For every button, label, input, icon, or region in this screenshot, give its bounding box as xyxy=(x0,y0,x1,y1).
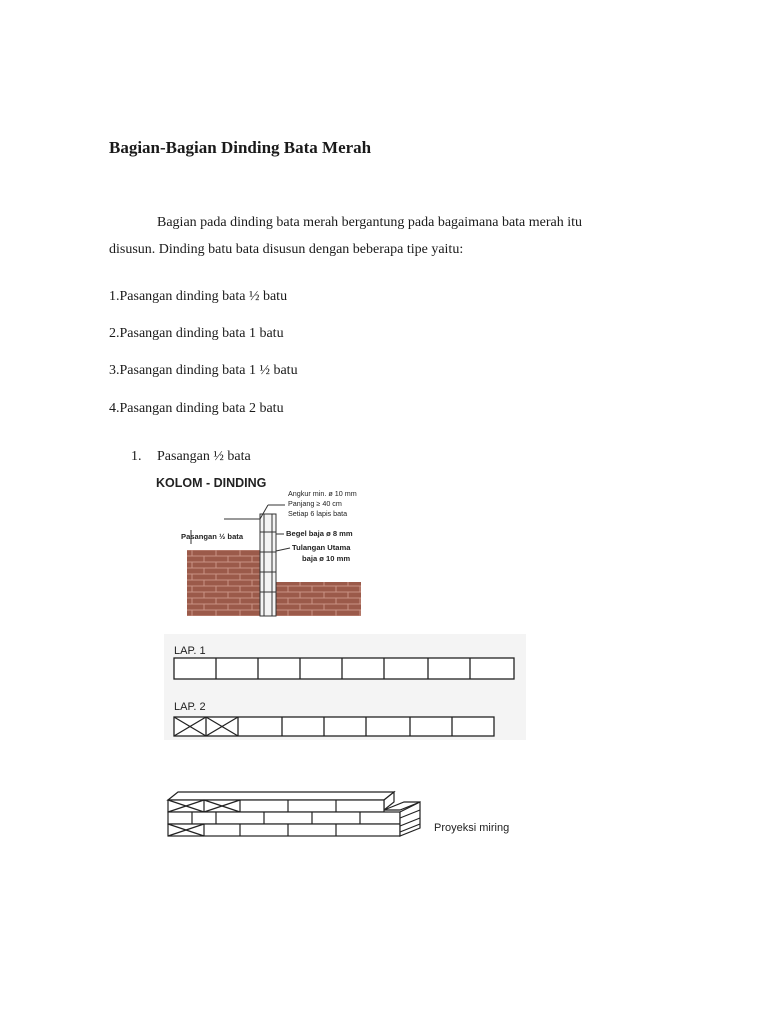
lap2-label: LAP. 2 xyxy=(174,701,206,713)
lap2-bricks xyxy=(174,717,494,736)
page-title: Bagian-Bagian Dinding Bata Merah xyxy=(109,138,372,157)
list-item-4: 4.Pasangan dinding bata 2 batu xyxy=(109,401,284,416)
list-item-1: 1.Pasangan dinding bata ½ batu xyxy=(109,289,288,304)
paragraph-line-2: disusun. Dinding batu bata disusun dengan beberapa tipe yaitu: xyxy=(109,242,464,257)
proyeksi-label: Proyeksi miring xyxy=(434,822,510,834)
lap1-bricks xyxy=(174,658,514,679)
stirrup-label: Begel baja ø 8 mm xyxy=(286,529,353,538)
figure-lap-layers xyxy=(164,634,526,740)
figure-kolom-dinding xyxy=(150,472,400,622)
rebar-label-2: baja ø 10 mm xyxy=(302,554,351,563)
brick-wall-right xyxy=(271,582,361,616)
subheading-pasangan-half xyxy=(131,449,251,465)
rebar-label-1: Tulangan Utama xyxy=(292,543,351,552)
kolom-title: KOLOM - DINDING xyxy=(156,476,267,490)
figure-proyeksi-miring xyxy=(164,786,526,848)
brick-wall-left xyxy=(187,550,263,616)
half-brick-label: Pasangan ½ bata xyxy=(181,532,244,541)
lap1-label: LAP. 1 xyxy=(174,645,206,657)
intro-paragraph xyxy=(109,209,669,263)
paragraph-line-1: Bagian pada dinding bata merah bergantung pada bagaimana bata merah itu xyxy=(157,215,583,230)
subheading-text: Pasangan ½ bata xyxy=(157,449,251,464)
oblique-wall xyxy=(168,792,420,836)
anchor-label-2: Panjang ≥ 40 cm xyxy=(288,499,342,508)
list-item-3: 3.Pasangan dinding bata 1 ½ batu xyxy=(109,363,298,378)
list-item-2: 2.Pasangan dinding bata 1 batu xyxy=(109,326,284,341)
anchor-label-1: Angkur min. ø 10 mm xyxy=(288,489,357,498)
anchor-label-3: Setiap 6 lapis bata xyxy=(288,509,348,518)
subheading-number: 1. xyxy=(131,449,142,464)
